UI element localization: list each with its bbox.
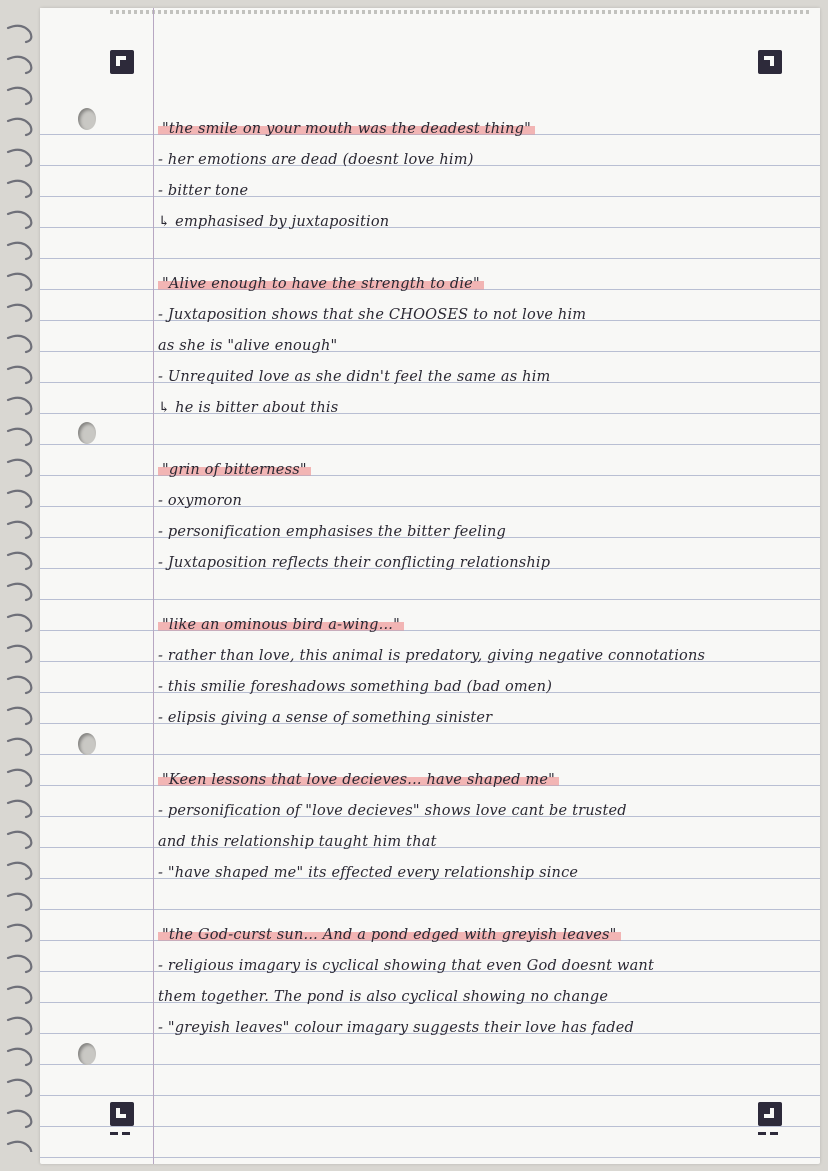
quote-line — [158, 765, 778, 796]
note-section — [158, 920, 778, 1044]
note-section — [158, 269, 778, 424]
blank-line — [158, 579, 778, 610]
note-line: - her emotions are dead (doesnt love him) — [158, 152, 474, 168]
corner-marker-icon — [110, 1102, 134, 1126]
note-line: ↳ he is bitter about this — [158, 400, 339, 416]
note-section — [158, 610, 778, 734]
note-line: - "have shaped me" its effected every relationship since — [158, 865, 579, 881]
punch-hole — [78, 422, 96, 444]
note-line: ↳ emphasised by juxtaposition — [158, 214, 390, 230]
quote-line — [158, 269, 778, 300]
note-line: - "greyish leaves" colour imagary suggests their love has faded — [158, 1020, 635, 1036]
note-line: - religious imagary is cyclical showing that even God doesnt want — [158, 958, 655, 974]
spiral-binding-icon — [4, 22, 40, 1152]
marker-dash-icon — [122, 1132, 130, 1135]
blank-line — [158, 889, 778, 920]
note-section — [158, 114, 778, 238]
blank-line — [158, 424, 778, 455]
note-line: - rather than love, this animal is predatory, giving negative connotations — [158, 648, 706, 664]
note-line: - personification emphasises the bitter feeling — [158, 524, 506, 540]
punch-hole — [78, 108, 96, 130]
marker-dash-icon — [110, 1132, 118, 1135]
notes-body — [158, 114, 778, 1044]
margin-line — [153, 8, 154, 1164]
highlighted-quote: "grin of bitterness" — [158, 462, 311, 478]
quote-line — [158, 610, 778, 641]
quote-line — [158, 455, 778, 486]
corner-marker-icon — [758, 1102, 782, 1126]
marker-dash-icon — [758, 1132, 766, 1135]
perforated-top-edge — [110, 10, 810, 14]
highlighted-quote: "the smile on your mouth was the deadest thing" — [158, 121, 535, 137]
note-line: and this relationship taught him that — [158, 834, 437, 850]
note-section — [158, 765, 778, 889]
blank-line — [158, 734, 778, 765]
note-line: as she is "alive enough" — [158, 338, 338, 354]
note-line: - oxymoron — [158, 493, 243, 509]
note-line: - bitter tone — [158, 183, 249, 199]
note-line: - personification of "love decieves" shows love cant be trusted — [158, 803, 627, 819]
note-line: - this smilie foreshadows something bad (bad omen) — [158, 679, 553, 695]
punch-hole — [78, 733, 96, 755]
highlighted-quote: "the God-curst sun... And a pond edged with greyish leaves" — [158, 927, 621, 943]
corner-marker-icon — [758, 50, 782, 74]
note-line: - elipsis giving a sense of something sinister — [158, 710, 493, 726]
note-line: - Juxtaposition reflects their conflicting relationship — [158, 555, 551, 571]
quote-line — [158, 920, 778, 951]
corner-marker-icon — [110, 50, 134, 74]
punch-hole — [78, 1043, 96, 1065]
note-section — [158, 455, 778, 579]
highlighted-quote: "like an ominous bird a-wing..." — [158, 617, 404, 633]
quote-line — [158, 114, 778, 145]
note-line: - Juxtaposition shows that she CHOOSES to not love him — [158, 307, 587, 323]
highlighted-quote: "Keen lessons that love decieves... have shaped me" — [158, 772, 559, 788]
note-line: them together. The pond is also cyclical showing no change — [158, 989, 609, 1005]
marker-dash-icon — [770, 1132, 778, 1135]
blank-line — [158, 238, 778, 269]
note-line: - Unrequited love as she didn't feel the same as him — [158, 369, 551, 385]
highlighted-quote: "Alive enough to have the strength to die" — [158, 276, 484, 292]
